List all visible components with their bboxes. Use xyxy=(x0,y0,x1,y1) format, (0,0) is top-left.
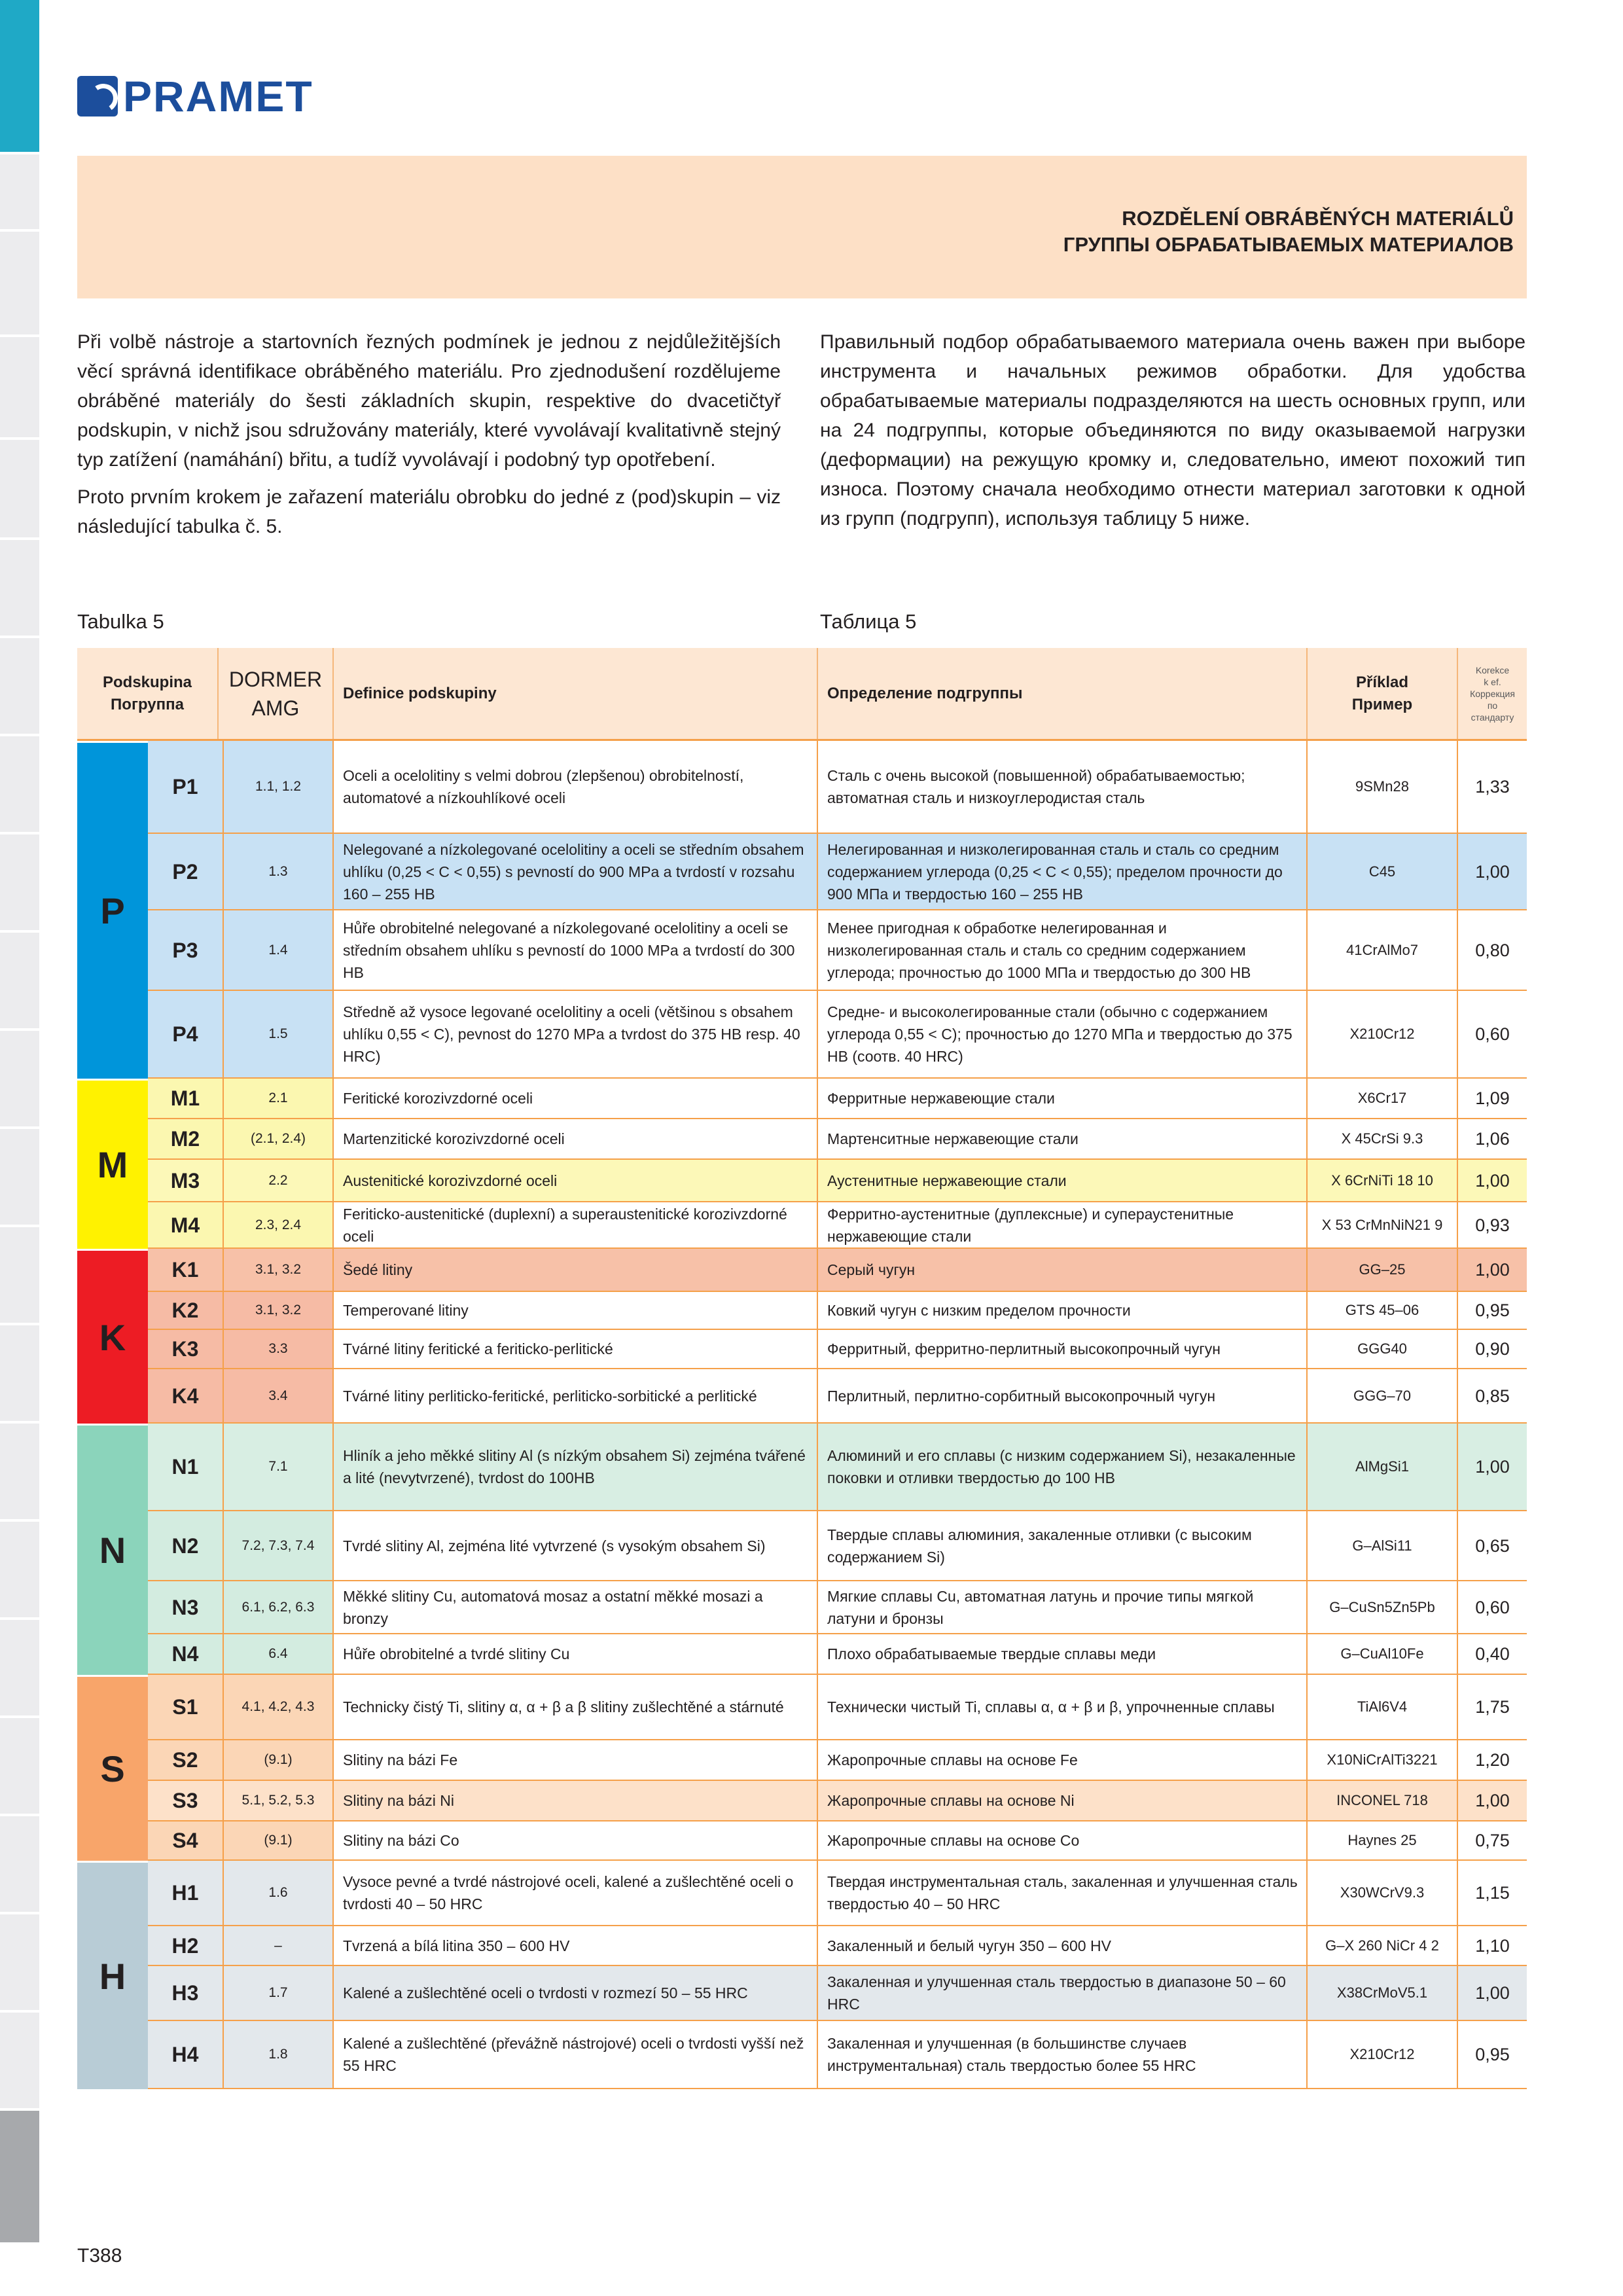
dormer-amg-value: 7.2, 7.3, 7.4 xyxy=(224,1511,334,1580)
definition-ru: Алюминий и его сплавы (с низким содержанием Si), незакаленные поковки и отливки твердостью до 100 HB xyxy=(818,1424,1308,1510)
example-material: GTS 45–06 xyxy=(1308,1292,1458,1329)
dormer-amg-value: 6.4 xyxy=(224,1634,334,1674)
correction-coefficient: 1,00 xyxy=(1458,1160,1527,1201)
example-material: X 53 CrMnNiN21 9 xyxy=(1308,1202,1458,1247)
correction-coefficient: 0,65 xyxy=(1475,1535,1510,1556)
table-row xyxy=(148,1369,1527,1424)
correction-coefficient: 1,00 xyxy=(1458,1781,1527,1820)
side-tab xyxy=(0,933,39,1031)
definition-ru: Перлитный, перлитно-сорбитный высокопрочный чугун xyxy=(818,1369,1308,1422)
side-tab xyxy=(0,834,39,933)
example-material: GGG40 xyxy=(1308,1330,1458,1368)
side-tab xyxy=(0,540,39,638)
dormer-amg-value: 1.8 xyxy=(224,2021,334,2088)
dormer-amg-value: 6.1, 6.2, 6.3 xyxy=(224,1581,334,1633)
side-tab xyxy=(0,1718,39,1816)
correction-coefficient: 0,90 xyxy=(1475,1339,1510,1359)
side-tab xyxy=(0,337,39,440)
table-row xyxy=(148,1675,1527,1740)
definition-ru: Закаленная и улучшенная (в большинстве случаев инструментальная) сталь твердостью более 55 HRC xyxy=(818,2021,1308,2088)
correction-coefficient: 0,95 xyxy=(1475,2045,1510,2064)
table-row xyxy=(148,1249,1527,1292)
table-row xyxy=(148,1511,1527,1581)
header-correction-line: k ef. xyxy=(1484,676,1501,687)
table-row xyxy=(148,2021,1527,2089)
example-material: G–AlSi11 xyxy=(1308,1511,1458,1580)
definition-cz: Šedé litiny xyxy=(334,1249,818,1291)
definition-ru: Ферритные нержавеющие стали xyxy=(818,1079,1308,1118)
correction-coefficient: 1,15 xyxy=(1475,1883,1510,1903)
subgroup-code: P2 xyxy=(148,834,224,909)
dormer-amg-value: 3.4 xyxy=(224,1369,334,1422)
correction-coefficient: 1,10 xyxy=(1475,1935,1510,1956)
table-row xyxy=(148,1861,1527,1926)
header-correction xyxy=(1458,648,1527,739)
dormer-amg-value: 1.1, 1.2 xyxy=(224,741,334,833)
dormer-amg-value: (9.1) xyxy=(224,1740,334,1780)
definition-cz: Oceli a ocelolitiny s velmi dobrou (zlepšenou) obrobitelností, automatové a nízkouhlíkové oceli xyxy=(334,741,818,833)
side-tab xyxy=(0,0,39,154)
example-material: G–CuSn5Zn5Pb xyxy=(1308,1581,1458,1633)
example-material: X10NiCrAlTi3221 xyxy=(1308,1740,1458,1780)
intro-paragraph: Правильный подбор обрабатываемого материала очень важен при выборе инструмента и начальных режимов обработки. Для удобства обрабатываемые материалы подразделяются на шесть основных групп, или на 24 подгруппы, которые объединяются по виду оказываемой нагрузки (деформации) на режущую кромку и, следовательно, имеют похожий тип износа. Поэтому сначала необходимо отнести материал заготовки к одной из групп (подгрупп), используя таблицу 5 ниже. xyxy=(820,331,1525,529)
example-material: TiAl6V4 xyxy=(1308,1675,1458,1739)
group-label-h: H xyxy=(77,1861,148,2089)
example-material: AlMgSi1 xyxy=(1308,1424,1458,1510)
subgroup-code: S3 xyxy=(148,1781,224,1820)
side-tab xyxy=(0,2111,39,2245)
dormer-amg-value: 4.1, 4.2, 4.3 xyxy=(224,1675,334,1739)
definition-cz: Slitiny na bázi Ni xyxy=(334,1781,818,1820)
subgroup-code: N2 xyxy=(148,1511,224,1580)
definition-cz: Tvárné litiny feritické a feriticko-perlitické xyxy=(334,1330,818,1368)
correction-coefficient: 0,75 xyxy=(1475,1831,1510,1850)
group-label-n: N xyxy=(77,1424,148,1675)
side-tab xyxy=(0,1129,39,1227)
definition-ru: Мягкие сплавы Cu, автоматная латунь и прочие типы мягкой латуни и бронзы xyxy=(818,1581,1308,1633)
example-material: X210Cr12 xyxy=(1308,991,1458,1077)
side-tab xyxy=(0,1914,39,2013)
correction-coefficient: 1,06 xyxy=(1475,1129,1510,1149)
dormer-amg-value: 3.3 xyxy=(224,1330,334,1368)
dormer-amg-value: 2.2 xyxy=(224,1160,334,1201)
side-tab xyxy=(0,440,39,540)
pramet-logo xyxy=(77,72,313,120)
side-tab xyxy=(0,1227,39,1325)
subgroup-code: K2 xyxy=(148,1292,224,1329)
side-tab xyxy=(0,1522,39,1620)
header-subgroup xyxy=(77,648,219,739)
table-row xyxy=(148,1202,1527,1249)
definition-ru: Твердые сплавы алюминия, закаленные отливки (с высоким содержанием Si) xyxy=(818,1511,1308,1580)
definition-cz: Temperované litiny xyxy=(334,1292,818,1329)
table-row xyxy=(148,910,1527,991)
section-header-band xyxy=(77,156,1527,298)
definition-cz: Tvrdé slitiny Al, zejména lité vytvrzené (s vysokým obsahem Si) xyxy=(334,1511,818,1580)
definition-cz: Kalené a zušlechtěné oceli o tvrdosti v rozmezí 50 – 55 HRC xyxy=(334,1966,818,2020)
header-dormer: DORMER xyxy=(228,667,323,691)
table-row xyxy=(148,1160,1527,1202)
correction-coefficient: 0,60 xyxy=(1475,1597,1510,1617)
definition-ru: Ферритно-аустенитные (дуплексные) и супераустенитные нержавеющие стали xyxy=(818,1202,1308,1247)
dormer-amg-value: (2.1, 2.4) xyxy=(224,1119,334,1158)
dormer-amg-value: 5.1, 5.2, 5.3 xyxy=(224,1781,334,1820)
correction-coefficient: 1,20 xyxy=(1475,1750,1510,1770)
definition-cz: Feriticko-austenitické (duplexní) a superaustenitické korozivzdorné oceli xyxy=(334,1202,818,1247)
definition-cz: Středně až vysoce legované ocelolitiny a oceli (většinou s obsahem uhlíku 0,55 < C), pevnost do 1270 MPa a tvrdost do 375 HB resp. 40 HRC) xyxy=(334,991,818,1077)
section-title-ru: ГРУППЫ ОБРАБАТЫВАЕМЫХ МАТЕРИАЛОВ xyxy=(1063,233,1514,256)
table-row xyxy=(148,1330,1527,1369)
definition-cz: Hliník a jeho měkké slitiny Al (s nízkým obsahem Si) zejména tvářené a lité (nevytvrzené), tvrdost do 100HB xyxy=(334,1424,818,1510)
example-material: X38CrMoV5.1 xyxy=(1308,1966,1458,2020)
definition-ru: Жаропрочные сплавы на основе Ni xyxy=(818,1781,1308,1820)
group-label-p: P xyxy=(77,741,148,1079)
side-tab xyxy=(0,2013,39,2111)
side-tab xyxy=(0,1424,39,1522)
dormer-amg-value: 2.1 xyxy=(224,1079,334,1118)
subgroup-code: H1 xyxy=(148,1861,224,1925)
example-material: 41CrAlMo7 xyxy=(1308,910,1458,990)
table-row xyxy=(148,1781,1527,1821)
example-material: GG–25 xyxy=(1308,1249,1458,1291)
correction-coefficient: 1,33 xyxy=(1475,777,1510,797)
dormer-amg-value: 1.7 xyxy=(224,1966,334,2020)
definition-cz: Hůře obrobitelné a tvrdé slitiny Cu xyxy=(334,1634,818,1674)
subgroup-code: P4 xyxy=(148,991,224,1077)
definition-ru: Закаленная и улучшенная сталь твердостью в диапазоне 50 – 60 HRC xyxy=(818,1966,1308,2020)
example-material: Haynes 25 xyxy=(1308,1821,1458,1859)
definition-ru: Закаленный и белый чугун 350 – 600 HV xyxy=(818,1926,1308,1965)
definition-ru: Средне- и высоколегированные стали (обычно с содержанием углерода 0,55 < C); прочностью до 1270 МПа и твердостью до 375 HB (соотв. 40 HRC) xyxy=(818,991,1308,1077)
definition-cz: Martenzitické korozivzdorné oceli xyxy=(334,1119,818,1158)
side-tab-strip xyxy=(0,0,39,2245)
header-correction-line: по xyxy=(1487,700,1498,711)
dormer-amg-value: 1.6 xyxy=(224,1861,334,1925)
subgroup-code: P1 xyxy=(148,741,224,833)
side-tab xyxy=(0,1816,39,1914)
subgroup-code: S2 xyxy=(148,1740,224,1780)
correction-coefficient: 0,93 xyxy=(1475,1215,1510,1235)
header-correction-line: Korekce xyxy=(1475,664,1510,675)
example-material: X210Cr12 xyxy=(1308,2021,1458,2088)
subgroup-code: K3 xyxy=(148,1330,224,1368)
definition-cz: Technicky čistý Ti, slitiny α, α + β a β slitiny zušlechtěné a stárnuté xyxy=(334,1675,818,1739)
table-caption-cz: Tabulka 5 xyxy=(77,610,164,633)
correction-coefficient: 0,60 xyxy=(1475,1024,1510,1044)
definition-ru: Жаропрочные сплавы на основе Fe xyxy=(818,1740,1308,1780)
table-row xyxy=(148,1821,1527,1861)
definition-cz: Slitiny na bázi Fe xyxy=(334,1740,818,1780)
correction-coefficient: 1,00 xyxy=(1458,1424,1527,1510)
dormer-amg-value: 3.1, 3.2 xyxy=(224,1249,334,1291)
table-row xyxy=(148,1581,1527,1634)
side-tab xyxy=(0,232,39,337)
correction-coefficient: 0,80 xyxy=(1475,940,1510,960)
definition-cz: Slitiny na bázi Co xyxy=(334,1821,818,1859)
definition-ru: Технически чистый Ti, сплавы α, α + β и β, упрочненные сплавы xyxy=(818,1675,1308,1739)
table-row xyxy=(148,1926,1527,1966)
subgroup-code: N1 xyxy=(148,1424,224,1510)
correction-coefficient: 0,85 xyxy=(1475,1386,1510,1406)
correction-coefficient: 1,75 xyxy=(1475,1697,1510,1717)
intro-text-ru xyxy=(820,327,1525,541)
header-dormer-amg xyxy=(219,648,334,739)
definition-ru: Твердая инструментальная сталь, закаленная и улучшенная сталь твердостью 40 – 50 HRC xyxy=(818,1861,1308,1925)
table-row xyxy=(148,1966,1527,2021)
definition-cz: Hůře obrobitelné nelegované a nízkolegované ocelolitiny a oceli se středním obsahem uhlíku s pevností do 1000 MPa a tvrdostí do 300 HB xyxy=(334,910,818,990)
example-material: X6Cr17 xyxy=(1308,1079,1458,1118)
side-tab xyxy=(0,736,39,834)
logo-text: PRAMET xyxy=(123,72,313,120)
subgroup-code: N3 xyxy=(148,1581,224,1633)
side-tab xyxy=(0,154,39,232)
definition-cz: Měkké slitiny Cu, automatová mosaz a ostatní měkké mosazi a bronzy xyxy=(334,1581,818,1633)
header-example-cz: Příklad xyxy=(1355,673,1409,691)
example-material: X30WCrV9.3 xyxy=(1308,1861,1458,1925)
header-amg: AMG xyxy=(251,696,300,720)
dormer-amg-value: 2.3, 2.4 xyxy=(224,1202,334,1247)
dormer-amg-value: 1.4 xyxy=(224,910,334,990)
header-correction-line: Коррекция xyxy=(1470,688,1515,699)
definition-ru: Сталь с очень высокой (повышенной) обрабатываемостью; автоматная сталь и низкоуглеродистая сталь xyxy=(818,741,1308,833)
subgroup-code: S1 xyxy=(148,1675,224,1739)
subgroup-code: M3 xyxy=(148,1160,224,1201)
subgroup-code: H3 xyxy=(148,1966,224,2020)
table-row xyxy=(148,834,1527,910)
dormer-amg-value: (9.1) xyxy=(224,1821,334,1859)
correction-coefficient: 1,00 xyxy=(1458,1966,1527,2020)
example-material: X 6CrNiTi 18 10 xyxy=(1308,1160,1458,1201)
correction-coefficient: 0,40 xyxy=(1475,1644,1510,1664)
table-row xyxy=(148,991,1527,1079)
page-number: T388 xyxy=(77,2245,122,2267)
dormer-amg-value: 3.1, 3.2 xyxy=(224,1292,334,1329)
example-material: GGG–70 xyxy=(1308,1369,1458,1422)
subgroup-code: M4 xyxy=(148,1202,224,1247)
example-material: G–CuAl10Fe xyxy=(1308,1634,1458,1674)
definition-ru: Мартенситные нержавеющие стали xyxy=(818,1119,1308,1158)
header-subgroup-ru: Погруппа xyxy=(111,695,184,713)
header-definition-ru: Определение подгруппы xyxy=(818,648,1308,739)
example-material: 9SMn28 xyxy=(1308,741,1458,833)
table-row xyxy=(148,1634,1527,1675)
definition-cz: Austenitické korozivzdorné oceli xyxy=(334,1160,818,1201)
definition-ru: Нелегированная и низколегированная сталь и сталь со средним содержанием углерода (0,25 < C < 0,55); пределом прочности до 900 МПа и твердостью 160 – 255 HB xyxy=(818,834,1308,909)
group-label-m: M xyxy=(77,1079,148,1249)
example-material: G–X 260 NiCr 4 2 xyxy=(1308,1926,1458,1965)
definition-ru: Ковкий чугун с низким пределом прочности xyxy=(818,1292,1308,1329)
header-subgroup-cz: Podskupina xyxy=(102,673,192,691)
table-caption-ru: Таблица 5 xyxy=(820,610,917,633)
correction-coefficient: 0,95 xyxy=(1475,1300,1510,1320)
definition-ru: Менее пригодная к обработке нелегированная и низколегированная сталь и сталь со средним содержанием углерода; прочностью до 1000 МПа и твердостью до 300 HB xyxy=(818,910,1308,990)
subgroup-code: N4 xyxy=(148,1634,224,1674)
section-title-cz: ROZDĚLENÍ OBRÁBĚNÝCH MATERIÁLŮ xyxy=(1122,207,1514,230)
subgroup-code: P3 xyxy=(148,910,224,990)
definition-ru: Плохо обрабатываемые твердые сплавы меди xyxy=(818,1634,1308,1674)
example-material: C45 xyxy=(1308,834,1458,909)
side-tab xyxy=(0,1620,39,1718)
definition-cz: Kalené a zušlechtěné (převážně nástrojové) oceli o tvrdosti vyšší než 55 HRC xyxy=(334,2021,818,2088)
header-definition-cz: Definice podskupiny xyxy=(334,648,818,739)
table-row xyxy=(148,1119,1527,1160)
example-material: INCONEL 718 xyxy=(1308,1781,1458,1820)
dormer-amg-value: 1.3 xyxy=(224,834,334,909)
header-example xyxy=(1308,648,1458,739)
definition-ru: Аустенитные нержавеющие стали xyxy=(818,1160,1308,1201)
intro-paragraph: Při volbě nástroje a startovních řezných podmínek je jednou z nejdůležitějších věcí správná identifikace obráběného materiálu. Pro zjednodušení rozdělujeme obráběné materiály do šesti základních skupin, respektive do dvacetičtyř podskupin, v nichž jsou sdružovány materiály, které vyvolávají kvalitativně stejný typ zatížení (namáhání) břitu, a tudíž vyvolávají i podobný typ opotřebení. xyxy=(77,331,781,471)
pramet-logo-icon xyxy=(77,76,118,117)
table-row xyxy=(148,1292,1527,1330)
table-row xyxy=(148,1740,1527,1781)
header-example-ru: Пример xyxy=(1351,695,1413,713)
definition-cz: Tvrzená a bílá litina 350 – 600 HV xyxy=(334,1926,818,1965)
correction-coefficient: 1,00 xyxy=(1458,1249,1527,1291)
table-header xyxy=(77,648,1527,741)
definition-cz: Vysoce pevné a tvrdé nástrojové oceli, kalené a zušlechtěné oceli o tvrdosti 40 – 50 HRC xyxy=(334,1861,818,1925)
subgroup-code: H4 xyxy=(148,2021,224,2088)
dormer-amg-value: – xyxy=(224,1926,334,1965)
side-tab xyxy=(0,1325,39,1424)
correction-coefficient: 1,00 xyxy=(1458,834,1527,909)
subgroup-code: K1 xyxy=(148,1249,224,1291)
definition-cz: Tvárné litiny perliticko-feritické, perliticko-sorbitické a perlitické xyxy=(334,1369,818,1422)
header-correction-line: стандарту xyxy=(1471,711,1514,723)
definition-cz: Feritické korozivzdorné oceli xyxy=(334,1079,818,1118)
definition-ru: Ферритный, ферритно-перлитный высокопрочный чугун xyxy=(818,1330,1308,1368)
subgroup-code: M1 xyxy=(148,1079,224,1118)
definition-cz: Nelegované a nízkolegované ocelolitiny a oceli se středním obsahem uhlíku (0,25 < C < 0,55) s pevností do 900 MPa a tvrdostí v rozsahu 160 – 255 HB xyxy=(334,834,818,909)
intro-text-cz xyxy=(77,327,781,549)
definition-ru: Жаропрочные сплавы на основе Co xyxy=(818,1821,1308,1859)
side-tab xyxy=(0,638,39,736)
correction-coefficient: 1,09 xyxy=(1475,1088,1510,1108)
example-material: X 45CrSi 9.3 xyxy=(1308,1119,1458,1158)
group-label-s: S xyxy=(77,1675,148,1861)
side-tab xyxy=(0,1031,39,1129)
dormer-amg-value: 7.1 xyxy=(224,1424,334,1510)
subgroup-code: H2 xyxy=(148,1926,224,1965)
group-label-k: K xyxy=(77,1249,148,1424)
table-row xyxy=(148,741,1527,834)
table-row xyxy=(148,1079,1527,1119)
subgroup-code: M2 xyxy=(148,1119,224,1158)
subgroup-code: K4 xyxy=(148,1369,224,1422)
dormer-amg-value: 1.5 xyxy=(224,991,334,1077)
definition-ru: Серый чугун xyxy=(818,1249,1308,1291)
subgroup-code: S4 xyxy=(148,1821,224,1859)
intro-paragraph: Proto prvním krokem je zařazení materiálu obrobku do jedné z (pod)skupin – viz následující tabulka č. 5. xyxy=(77,486,781,537)
table-row xyxy=(148,1424,1527,1511)
